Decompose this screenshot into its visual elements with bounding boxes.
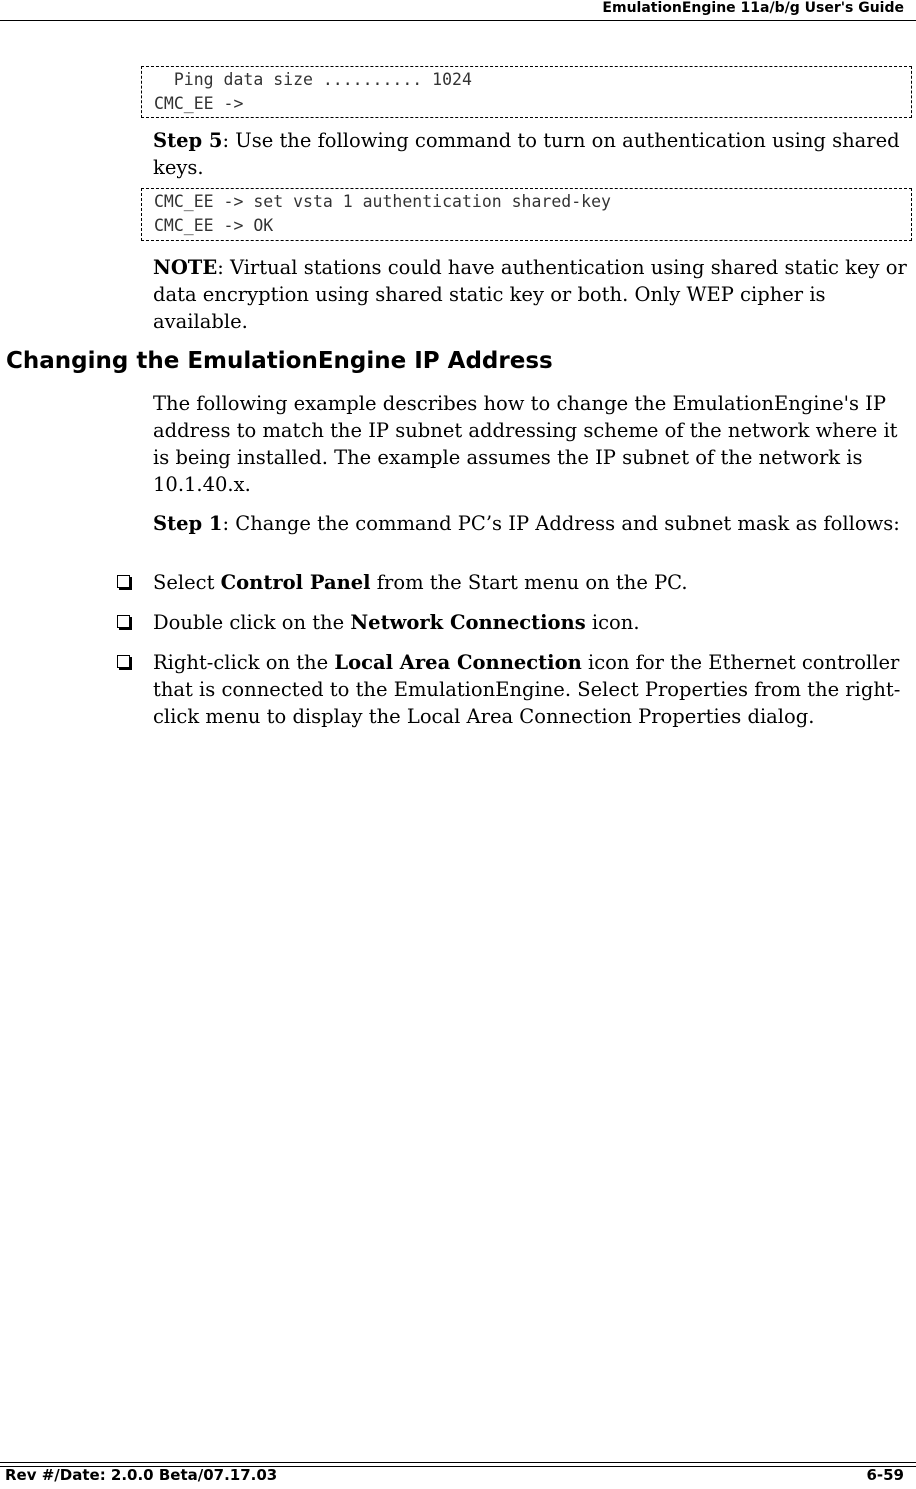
step-text: : Use the following command to turn on authentication using shared keys. xyxy=(153,129,900,179)
checkbox-bullet-icon xyxy=(117,655,130,668)
code-line: Ping data size .......... 1024 xyxy=(154,70,472,89)
code-line: CMC_EE -> set vsta 1 authentication shared-key xyxy=(154,192,611,211)
code-line: CMC_EE -> xyxy=(154,94,244,113)
intro-paragraph: The following example describes how to change the EmulationEngine's IP address to match the IP subnet addressing scheme of the network where it is being installed. The example assumes the IP subnet of the network is 10.1.40.x. xyxy=(153,392,898,496)
note-paragraph xyxy=(153,254,908,335)
checkbox-bullet-icon xyxy=(117,615,130,628)
step-label: Step 1 xyxy=(153,512,223,535)
section-heading: Changing the EmulationEngine IP Address xyxy=(6,348,553,374)
list-item-bold: Control Panel xyxy=(220,571,371,594)
step5-paragraph xyxy=(153,127,908,181)
list-item-text: from the Start menu on the PC. xyxy=(370,571,688,594)
step1-paragraph xyxy=(153,510,908,537)
code-block-ping xyxy=(141,66,912,118)
list-item-text: Select xyxy=(153,571,221,594)
list-item-bold: Network Connections xyxy=(350,611,586,634)
code-block-auth xyxy=(141,188,912,241)
list-item-text: icon for the Ethernet controller that is connected to the EmulationEngine. Select Properties from the right-click menu to display the Local Area Connection Properties dialog. xyxy=(153,651,901,728)
list-item xyxy=(153,649,908,730)
note-text: : Virtual stations could have authentication using shared static key or data encryption using shared static key or both. Only WEP cipher is available. xyxy=(153,256,907,333)
step-text: : Change the command PC’s IP Address and subnet mask as follows: xyxy=(222,512,900,535)
list-item-text: Right-click on the xyxy=(153,651,335,674)
page-number: 6-59 xyxy=(866,1466,904,1484)
checkbox-bullet-icon xyxy=(117,575,130,588)
page-header xyxy=(0,0,916,21)
code-line: CMC_EE -> OK xyxy=(154,216,274,235)
footer-revision: Rev #/Date: 2.0.0 Beta/07.17.03 xyxy=(5,1466,278,1484)
list-item-text: Double click on the xyxy=(153,611,351,634)
list-item-text: icon. xyxy=(585,611,640,634)
note-label: NOTE xyxy=(153,256,218,279)
footer-rule xyxy=(0,1462,916,1463)
list-item xyxy=(153,609,908,636)
step-label: Step 5 xyxy=(153,129,223,152)
header-title: EmulationEngine 11a/b/g User's Guide xyxy=(602,0,904,16)
list-item-bold: Local Area Connection xyxy=(334,651,582,674)
list-item xyxy=(153,569,908,596)
